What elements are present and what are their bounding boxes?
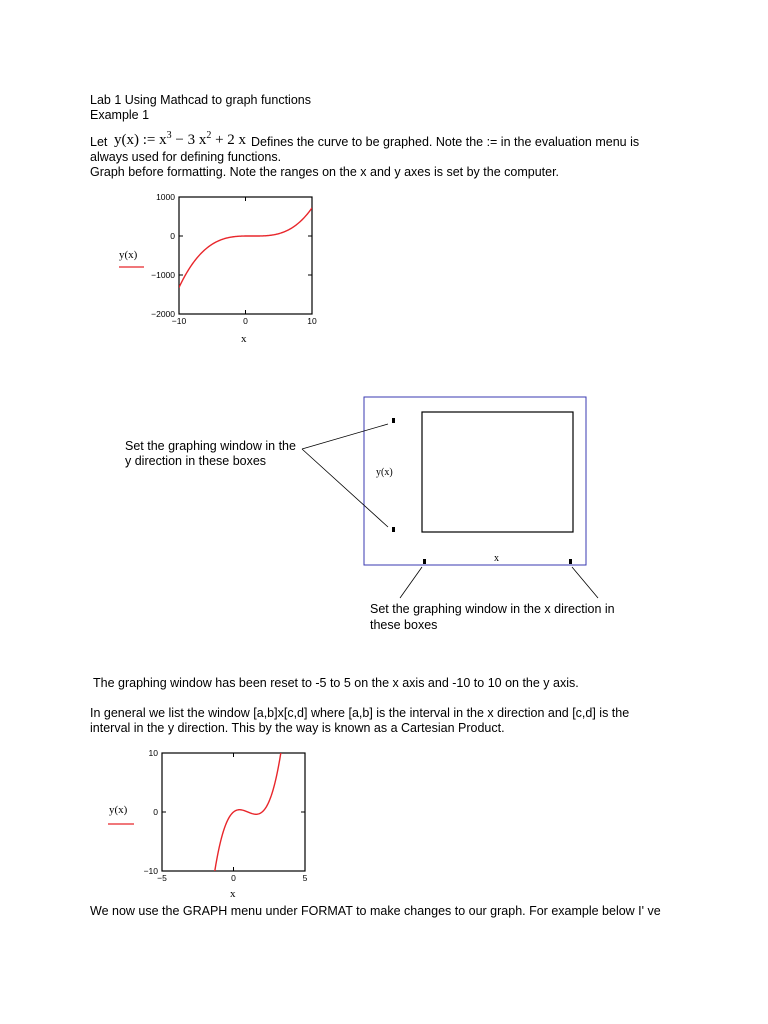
general-note-2: interval in the y direction. This by the way is known as a Cartesian Product. bbox=[90, 721, 505, 735]
definition-lhs: y(x) := x bbox=[114, 132, 167, 148]
chart-1-xtick-label: 0 bbox=[243, 316, 248, 326]
definition-mid: − 3 x bbox=[171, 132, 207, 148]
chart-2-xtick-label: 0 bbox=[231, 873, 236, 883]
chart-1-ytick-label: −1000 bbox=[151, 270, 175, 280]
graph-before-note: Graph before formatting. Note the ranges on the x and y axes is set by the computer. bbox=[90, 165, 560, 179]
window-x-note-2: these boxes bbox=[370, 618, 438, 632]
definition-exp2: 2 bbox=[206, 130, 212, 141]
window-reset-note: The graphing window has been reset to -5 to 5 on the x axis and -10 to 10 on the y axis. bbox=[93, 676, 579, 690]
window-x-note-1: Set the graphing window in the x direction in bbox=[370, 602, 615, 616]
window-y-note-1: Set the graphing window in the bbox=[125, 439, 296, 453]
chart-1-ytick-label: 0 bbox=[170, 231, 175, 241]
chart-2-xtick-label: 5 bbox=[302, 873, 308, 883]
chart-1-xtick-label: −10 bbox=[171, 316, 187, 326]
chart-2-ylabel: y(x) bbox=[109, 804, 128, 816]
definition-exp3: 3 bbox=[166, 130, 172, 141]
chart-1-ytick-label: −2000 bbox=[151, 309, 175, 319]
window-y-note-2: y direction in these boxes bbox=[125, 454, 267, 468]
chart-1-xlabel: x bbox=[241, 333, 247, 345]
let-word: Let bbox=[90, 135, 108, 149]
chart-1-ytick-label: 1000 bbox=[156, 192, 175, 202]
template-ylabel: y(x) bbox=[376, 467, 393, 478]
chart-2-ytick-label: −10 bbox=[143, 866, 158, 876]
chart-2-ytick-label: 10 bbox=[148, 748, 158, 758]
doc-title: Lab 1 Using Mathcad to graph functions bbox=[90, 93, 311, 107]
chart-2-series-line bbox=[162, 458, 305, 1024]
definition-note: Defines the curve to be graphed. Note the := in the evaluation menu is bbox=[251, 135, 640, 149]
template-xlabel: x bbox=[494, 553, 499, 564]
definition-note-2: always used for defining functions. bbox=[90, 150, 282, 164]
chart-2-ytick-label: 0 bbox=[153, 807, 158, 817]
chart-1-ylabel: y(x) bbox=[119, 249, 138, 261]
definition-tail: + 2 x bbox=[211, 132, 247, 148]
chart-2-xlabel: x bbox=[230, 888, 236, 900]
chart-1-xtick-label: 10 bbox=[307, 316, 317, 326]
general-note-1: In general we list the window [a,b]x[c,d] where [a,b] is the interval in the x direction and [c,d] is the bbox=[90, 706, 630, 720]
example-heading: Example 1 bbox=[90, 108, 150, 122]
chart-2-xtick-label: −5 bbox=[157, 873, 167, 883]
bottom-note: We now use the GRAPH menu under FORMAT to make changes to our graph. For example below I' ve bbox=[90, 904, 661, 918]
